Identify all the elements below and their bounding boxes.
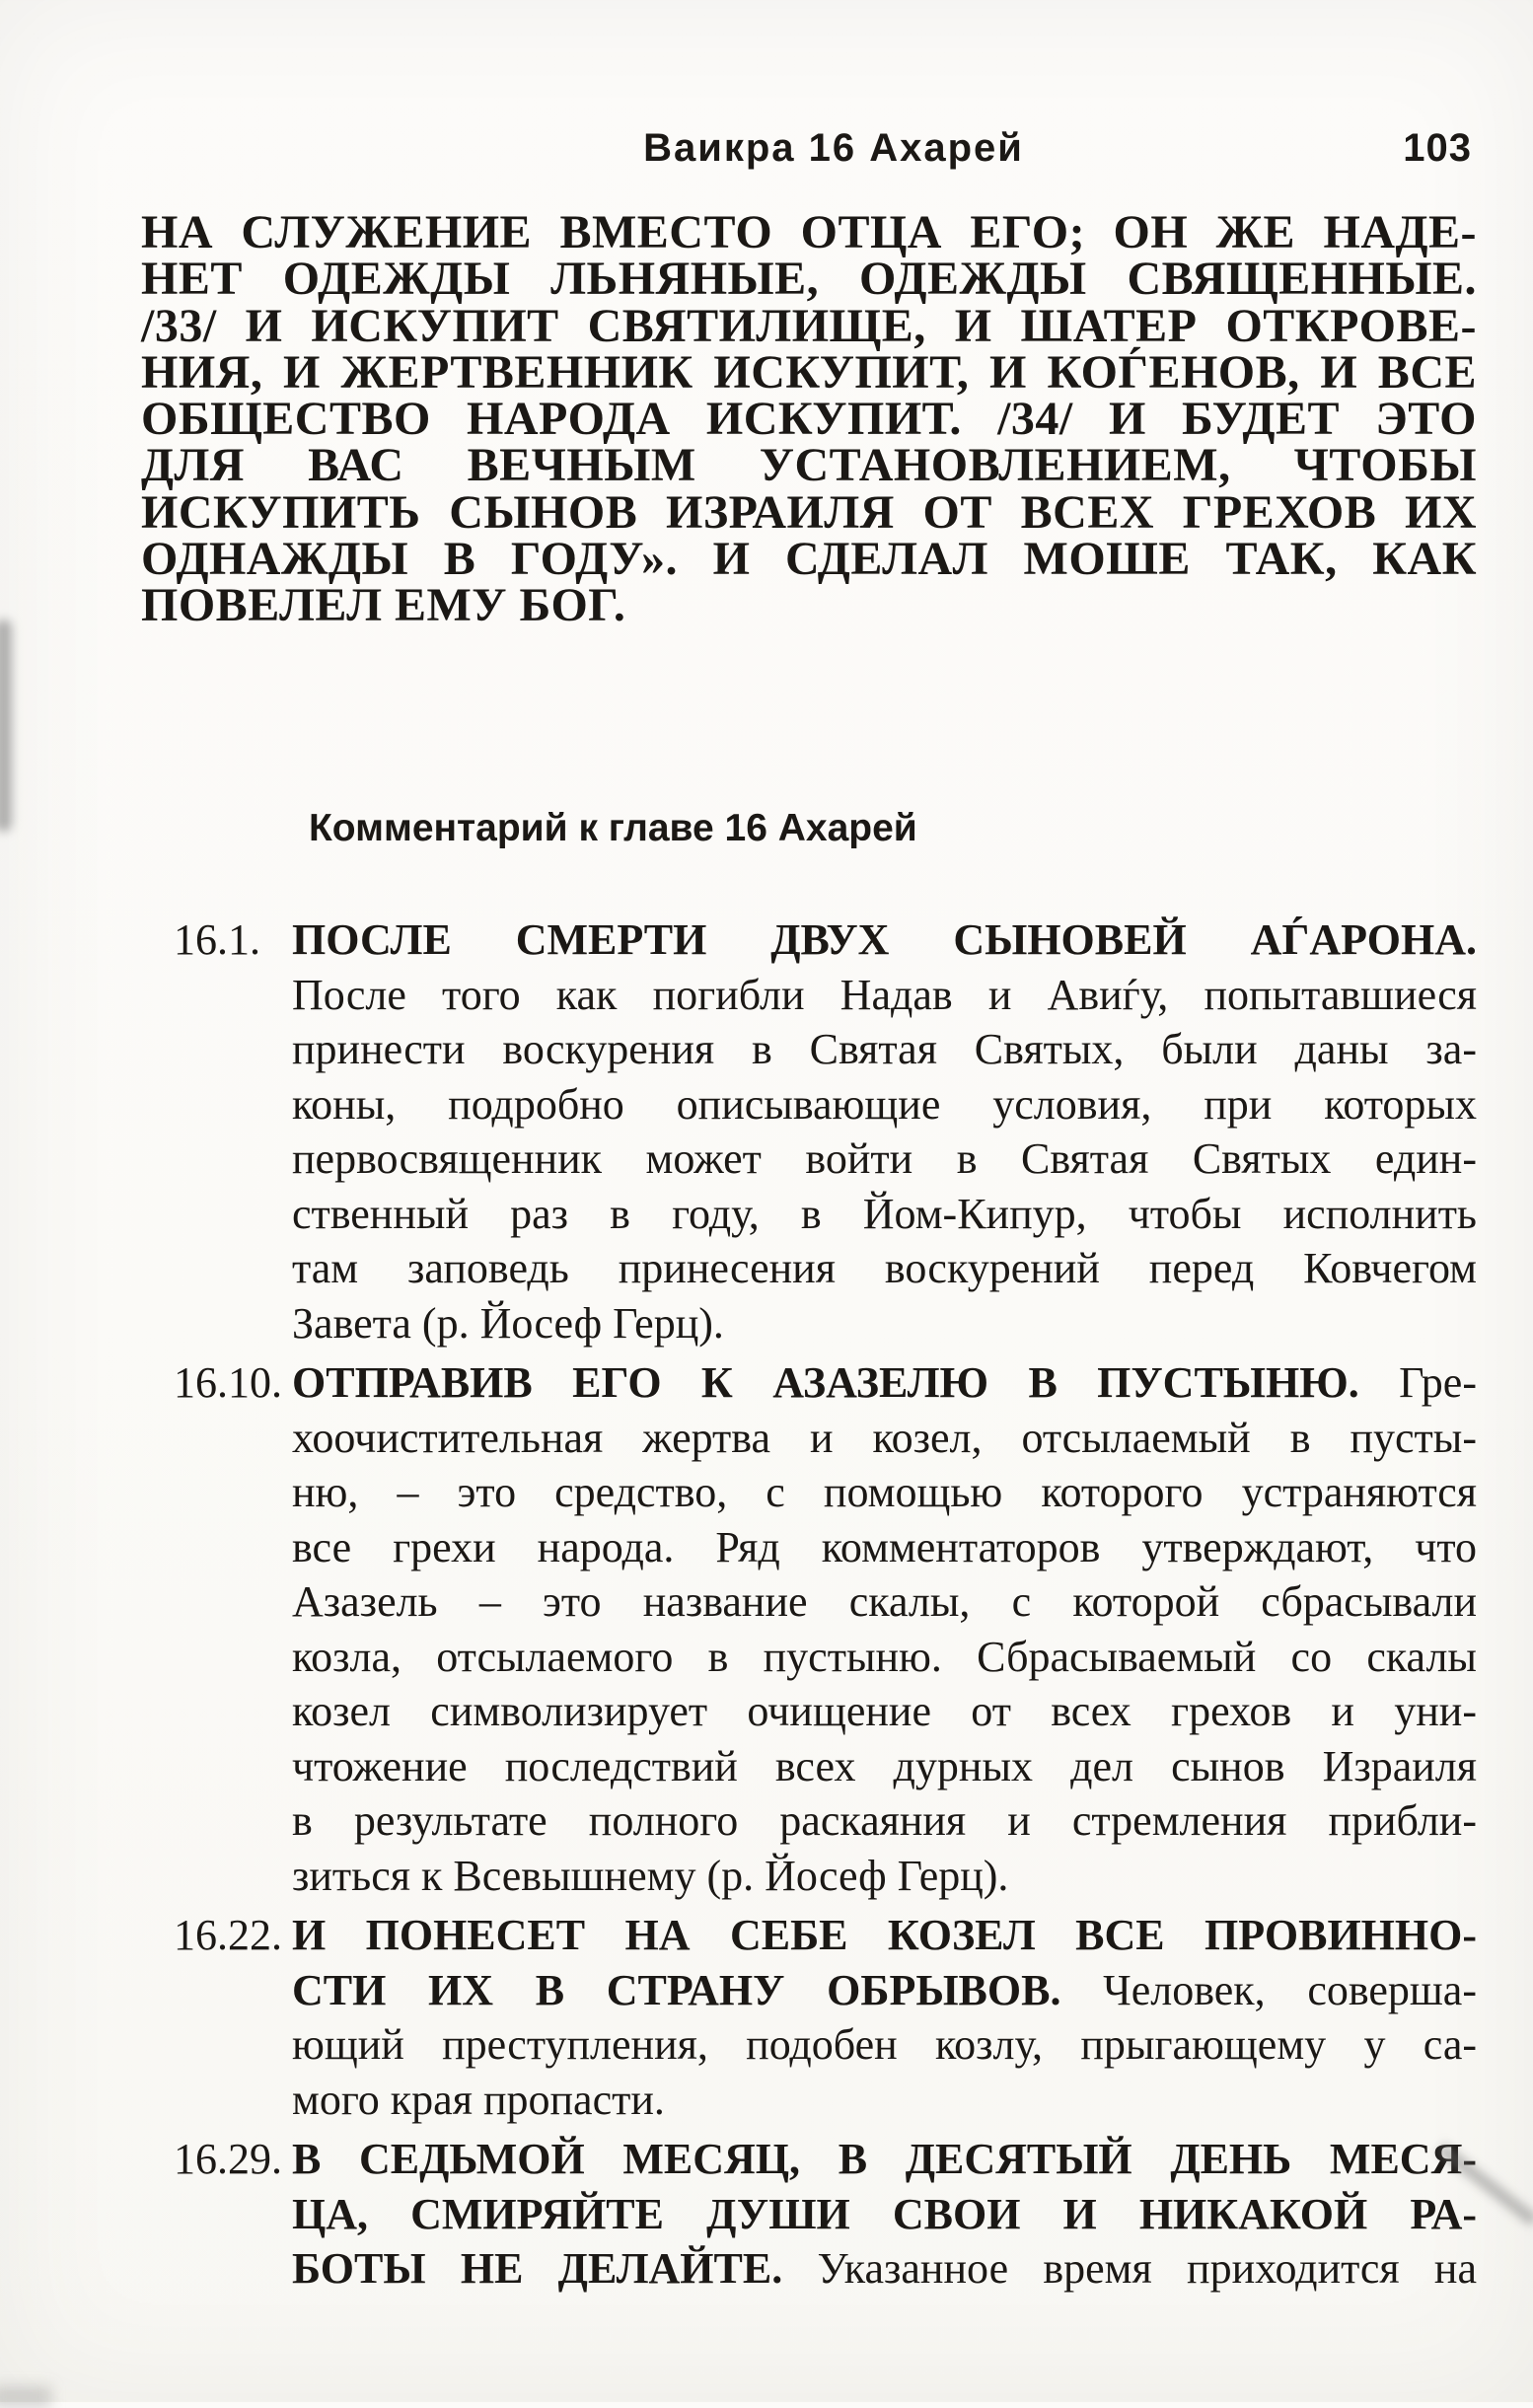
bold-text-run: ОДНАЖДЫ В ГОДУ». И СДЕЛАЛ МОШЕ ТАК, КАК xyxy=(141,533,1477,586)
bold-text-run: ИСКУПИТЬ СЫНОВ ИЗРАИЛЯ ОТ ВСЕХ ГРЕХОВ ИХ xyxy=(141,485,1477,539)
commentary-entries xyxy=(174,912,1477,2297)
text-line xyxy=(292,1241,1477,1296)
text-line xyxy=(141,485,1477,539)
text-run: чтожение последствий всех дурных дел сынов Израиля xyxy=(292,1741,1477,1790)
bold-text-run: ПОСЛЕ СМЕРТИ ДВУХ СЫНОВЕЙ АЃАРОНА. xyxy=(292,915,1477,964)
bold-text-run: БОТЫ НЕ ДЕЛАЙТЕ. xyxy=(292,2244,783,2293)
bold-text-run: ДЛЯ ВАС ВЕЧНЫМ УСТАНОВЛЕНИЕМ, ЧТОБЫ xyxy=(141,439,1477,492)
page-number: 103 xyxy=(1403,126,1472,170)
text-line xyxy=(292,1849,1477,1904)
text-run: в результате полного раскаяния и стремления прибли- xyxy=(292,1796,1477,1845)
commentary-entry xyxy=(174,912,1477,1350)
text-run: там заповедь принесения воскурений перед Ковчегом xyxy=(292,1244,1477,1292)
bold-text-run: НЕТ ОДЕЖДЫ ЛЬНЯНЫЕ, ОДЕЖДЫ СВЯЩЕННЫЕ. xyxy=(141,253,1477,306)
text-line xyxy=(292,1963,1477,2018)
entry-text xyxy=(292,912,1477,1350)
text-run: Азазель – это название скалы, с которой сбрасывали xyxy=(292,1577,1477,1626)
text-run: Завета (р. Йосеф Герц). xyxy=(292,1298,724,1348)
text-run: Указанное время приходится на xyxy=(817,2244,1477,2293)
scan-artifact xyxy=(0,620,12,832)
commentary-entry xyxy=(174,2132,1477,2297)
text-line xyxy=(292,1411,1477,1466)
text-run: ющий преступления, подобен козлу, прыгающему у са- xyxy=(292,2020,1477,2069)
text-line xyxy=(292,1908,1477,1963)
text-run: После того как погибли Надав и Авиѓу, попытавшиеся xyxy=(292,970,1477,1019)
text-run: хоочистительная жертва и козел, отсылаемый в пусты- xyxy=(292,1413,1477,1462)
text-line xyxy=(292,1187,1477,1242)
text-line xyxy=(141,393,1477,446)
text-line xyxy=(141,253,1477,306)
text-line xyxy=(292,1077,1477,1132)
text-line xyxy=(292,1793,1477,1849)
text-line xyxy=(141,299,1477,352)
commentary-entry xyxy=(174,1908,1477,2127)
entry-text xyxy=(292,1908,1477,2127)
bold-text-run: НА СЛУЖЕНИЕ ВМЕСТО ОТЦА ЕГО; ОН ЖЕ НАДЕ- xyxy=(141,206,1477,258)
commentary-entry xyxy=(174,1355,1477,1903)
bold-text-run: ОТПРАВИВ ЕГО К АЗАЗЕЛЮ В ПУСТЫНЮ. xyxy=(292,1358,1359,1407)
bold-text-run: И ПОНЕСЕТ НА СЕБЕ КОЗЕЛ ВСЕ ПРОВИННО- xyxy=(292,1911,1477,1959)
text-line xyxy=(292,2241,1477,2297)
scan-artifact xyxy=(0,2386,51,2408)
entry-text xyxy=(292,2132,1477,2297)
text-line xyxy=(141,206,1477,258)
text-line xyxy=(292,1296,1477,1351)
text-line xyxy=(141,439,1477,492)
bold-text-run: В СЕДЬМОЙ МЕСЯЦ, В ДЕСЯТЫЙ ДЕНЬ МЕСЯ- xyxy=(292,2135,1477,2183)
text-line xyxy=(292,1739,1477,1794)
text-line xyxy=(292,2017,1477,2073)
text-run: первосвященник может войти в Святая Святых един- xyxy=(292,1134,1477,1183)
text-line xyxy=(292,2132,1477,2187)
text-run: козел символизирует очищение от всех грехов и уни- xyxy=(292,1687,1477,1735)
text-run: козла, отсылаемого в пустыню. Сбрасываемый со скалы xyxy=(292,1632,1477,1681)
torah-text-paragraph xyxy=(141,206,1477,632)
text-line xyxy=(292,1574,1477,1630)
text-run: мого края пропасти. xyxy=(292,2075,665,2124)
text-line xyxy=(292,1022,1477,1077)
text-line xyxy=(292,912,1477,968)
commentary-heading: Комментарий к главе 16 Ахарей xyxy=(309,807,917,849)
text-run: коны, подробно описывающие условия, при которых xyxy=(292,1079,1477,1129)
bold-text-run: НИЯ, И ЖЕРТВЕННИК ИСКУПИТ, И КОЃЕНОВ, И ВСЕ xyxy=(141,345,1477,399)
bold-text-run: СТИ ИХ В СТРАНУ ОБРЫВОВ. xyxy=(292,1965,1061,2014)
text-line xyxy=(292,968,1477,1023)
text-run: все грехи народа. Ряд комментаторов утверждают, что xyxy=(292,1522,1477,1571)
text-line xyxy=(141,579,1477,632)
text-run: принести воскурения в Святая Святых, были даны за- xyxy=(292,1025,1477,1073)
running-head-title: Ваикра 16 Ахарей xyxy=(643,126,1024,170)
text-line xyxy=(292,1684,1477,1739)
text-line xyxy=(292,1131,1477,1187)
text-line xyxy=(292,2187,1477,2242)
running-head xyxy=(0,126,1533,176)
text-run: зиться к Всевышнему (р. Йосеф Герц). xyxy=(292,1851,1009,1900)
text-run: ственный раз в году, в Йом-Кипур, чтобы исполнить xyxy=(292,1189,1477,1238)
text-run: Гре- xyxy=(1399,1358,1477,1407)
text-run: ню, – это средство, с помощью которого устраняются xyxy=(292,1468,1477,1516)
text-line xyxy=(292,1520,1477,1575)
bold-text-run: /33/ И ИСКУПИТ СВЯТИЛИЩЕ, И ШАТЕР ОТКРОВЕ- xyxy=(141,299,1477,352)
bold-text-run: ЦА, СМИРЯЙТЕ ДУШИ СВОИ И НИКАКОЙ РА- xyxy=(292,2189,1477,2238)
text-run: Человек, соверша- xyxy=(1103,1965,1477,2014)
entry-number: 16.29. xyxy=(174,2135,282,2183)
text-line xyxy=(292,1355,1477,1411)
text-line xyxy=(292,1465,1477,1520)
entry-number: 16.1. xyxy=(174,915,260,964)
text-line xyxy=(292,2073,1477,2128)
text-line xyxy=(141,533,1477,586)
entry-number: 16.10. xyxy=(174,1358,282,1407)
entry-number: 16.22. xyxy=(174,1911,282,1959)
text-line xyxy=(141,345,1477,399)
entry-text xyxy=(292,1355,1477,1903)
bold-text-run: ОБЩЕСТВО НАРОДА ИСКУПИТ. /34/ И БУДЕТ ЭТО xyxy=(141,393,1477,446)
text-line xyxy=(292,1630,1477,1685)
bold-text-run: ПОВЕЛЕЛ ЕМУ БОГ. xyxy=(141,579,626,632)
